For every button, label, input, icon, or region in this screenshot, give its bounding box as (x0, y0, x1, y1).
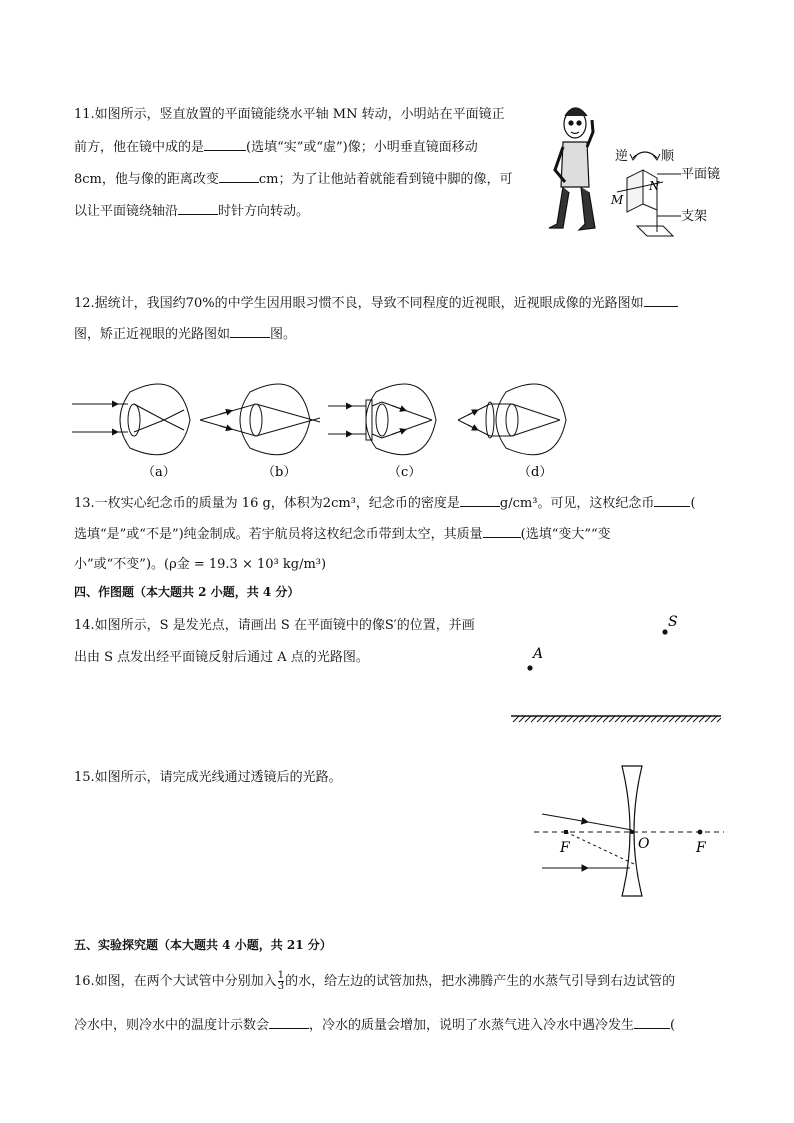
ray-1-segment (588, 822, 632, 830)
q13-line2a: 选填“是”或“不是”)纯金制成。若宇航员将这枚纪念币带到太空，其质量 (74, 527, 483, 542)
label-A: A (533, 646, 544, 662)
q11-line2 (74, 136, 478, 155)
fraction-denominator: 3 (277, 981, 285, 992)
q11-line4b: 时针方向转动。 (218, 204, 310, 219)
q16-blank-1[interactable] (269, 1015, 309, 1029)
q13-line1b: g/cm³。可见，这枚纪念币 (499, 496, 655, 511)
q12-line1 (74, 292, 678, 311)
q11-line1: 11.如图所示，竖直放置的平面镜能绕水平轴 MN 转动，小明站在平面镜正 (74, 107, 505, 122)
q11-blank-3[interactable] (178, 201, 218, 215)
eye-diagram-b (200, 384, 320, 455)
q16-line1 (74, 970, 675, 992)
q12-line2 (74, 323, 296, 342)
label-stand: 支架 (681, 209, 708, 224)
q14-line1: 14.如图所示，S 是发光点，请画出 S 在平面镜中的像S′的位置，并画 (74, 618, 475, 633)
q13-blank-2[interactable] (654, 493, 690, 507)
q13-line3: 小”或“不变”)。(ρ金 = 19.3 × 10³ kg/m³) (74, 557, 327, 572)
fraction-numerator: 1 (277, 970, 285, 981)
eye-diagrams (70, 372, 570, 484)
point-F-left (564, 830, 568, 834)
label-shun: 顺 (661, 149, 675, 164)
ray-1 (542, 814, 588, 822)
q12-line1-text: 12.据统计，我国约70%的中学生因用眼习惯不良，导致不同程度的近视眼，近视眼成像的光路图如 (74, 296, 644, 311)
person-illustration (549, 108, 595, 230)
label-mirror: 平面镜 (681, 167, 721, 182)
fraction-one-third (278, 971, 284, 992)
point-S (662, 629, 667, 634)
q16-line1a: 16.如图，在两个大试管中分别加入 (74, 974, 277, 989)
q16-line1b: 的水，给左边的试管加热，把水沸腾产生的水蒸气引导到右边试管的 (285, 974, 676, 989)
q14-line2: 出由 S 点发出经平面镜反射后通过 A 点的光路图。 (74, 650, 369, 665)
q13-line1 (74, 492, 696, 511)
q13-blank-1[interactable] (460, 493, 500, 507)
q11-line4 (74, 200, 309, 219)
q12-blank-1[interactable] (644, 293, 678, 307)
q12-blank-2[interactable] (230, 324, 270, 338)
point-O (630, 830, 634, 834)
label-c: （c） (388, 465, 422, 480)
eye-diagram-d (458, 384, 566, 455)
q15-figure (530, 764, 730, 900)
label-a: （a） (142, 465, 176, 480)
q13-blank-3[interactable] (483, 524, 521, 538)
dashed-construction (566, 832, 634, 864)
section4-heading: 四、作图题（本大题共 2 小题，共 4 分） (74, 585, 300, 599)
label-F-left: F (560, 840, 570, 856)
q13-line1c: ( (690, 496, 696, 511)
q11-line2a: 前方，他在镜中成的是 (74, 140, 205, 155)
q11-line4a: 以让平面镜绕轴沿 (74, 204, 179, 219)
q12-line2b: 图。 (270, 327, 297, 342)
label-O: O (638, 836, 650, 852)
eye-diagram-c (328, 384, 436, 455)
q16-line2b: ，冷水的质量会增加，说明了水蒸气进入冷水中遇冷发生 (309, 1018, 635, 1033)
q12-line2a: 图，矫正近视眼的光路图如 (74, 327, 231, 342)
label-b: （b） (262, 465, 297, 480)
q11-figure (545, 92, 735, 242)
label-M: M (611, 193, 624, 207)
q16-line2 (74, 1014, 675, 1033)
q11-line2b: (选填“实”或“虚”)像；小明垂直镜面移动 (246, 140, 478, 155)
q11-blank-1[interactable] (204, 137, 246, 151)
label-S: S (668, 614, 678, 630)
label-ni: 逆 (615, 149, 629, 164)
label-d: （d） (518, 465, 553, 480)
eye-diagram-a (72, 384, 190, 455)
q14-figure (505, 608, 727, 728)
label-F-right: F (696, 840, 706, 856)
mirror-hatching (513, 716, 721, 722)
q16-line2c: ( (670, 1018, 676, 1033)
section5-heading: 五、实验探究题（本大题共 4 小题，共 21 分） (74, 938, 332, 952)
q16-line2a: 冷水中，则冷水中的温度计示数会 (74, 1018, 270, 1033)
q11-line3a: 8cm，他与像的距离改变 (74, 172, 219, 187)
q16-blank-2[interactable] (634, 1015, 670, 1029)
q15-line1: 15.如图所示，请完成光线通过透镜后的光路。 (74, 770, 342, 785)
q13-line2 (74, 523, 611, 542)
q11-blank-2[interactable] (219, 169, 259, 183)
point-A (527, 665, 532, 670)
point-F-right (698, 830, 703, 835)
q11-line3 (74, 168, 513, 187)
q11-line3b: cm；为了让他站着就能看到镜中脚的像，可 (258, 172, 513, 187)
q13-line2b: (选填“变大”“变 (520, 527, 611, 542)
q13-line1a: 13.一枚实心纪念币的质量为 16 g，体积为2cm³，纪念币的密度是 (74, 496, 460, 511)
label-N: N (649, 179, 660, 193)
